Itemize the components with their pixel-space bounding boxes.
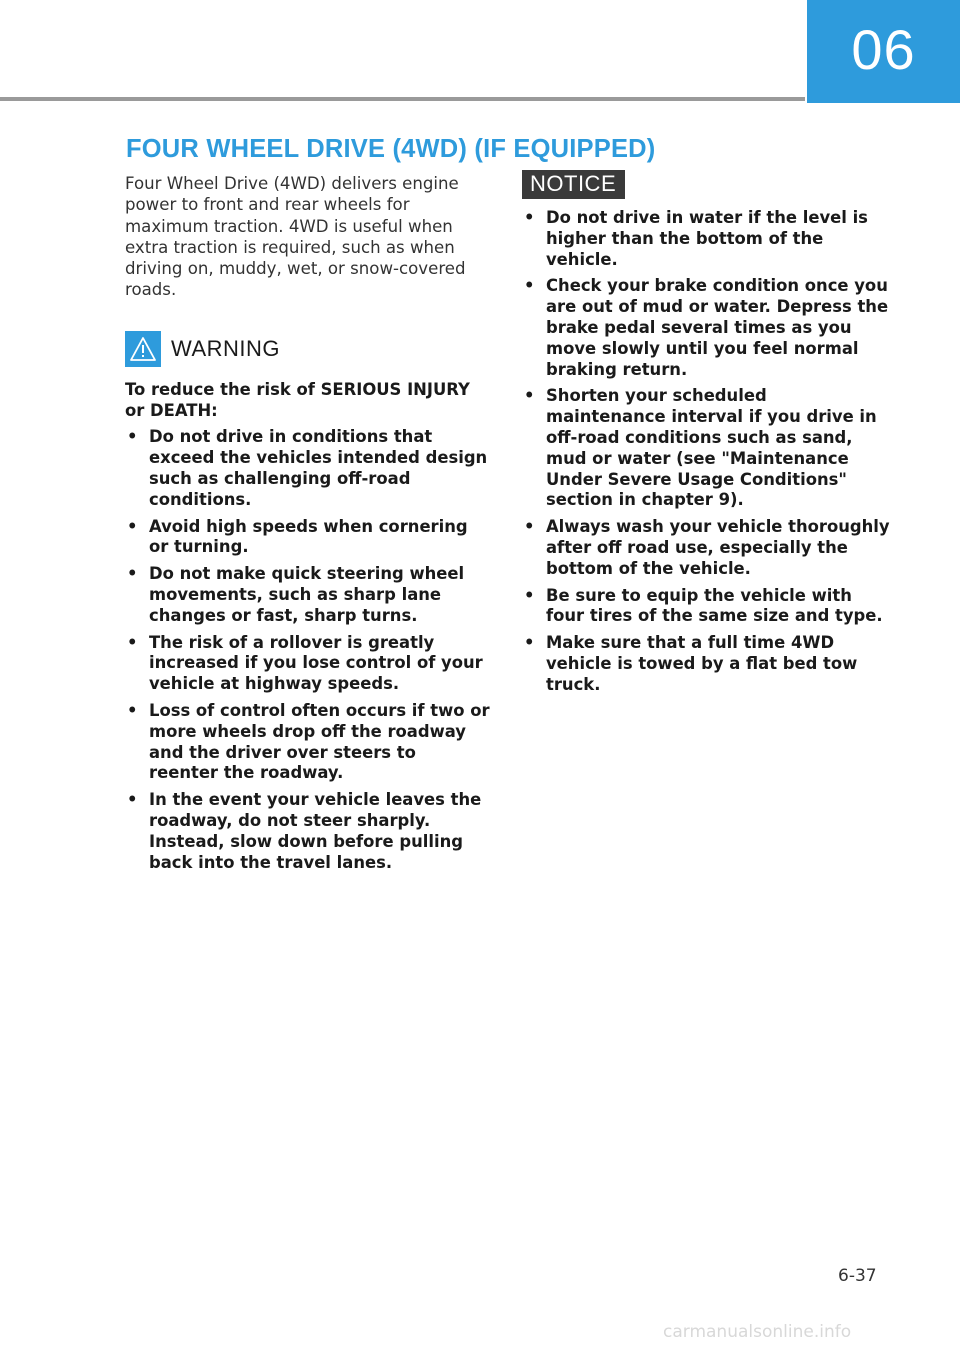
notice-item-text: Do not drive in water if the level is higher than the bottom of the vehicle. bbox=[546, 208, 868, 269]
notice-item bbox=[522, 208, 890, 270]
watermark: carmanualsonline.info bbox=[663, 1322, 852, 1342]
notice-item bbox=[522, 276, 890, 380]
intro-paragraph: Four Wheel Drive (4WD) delivers engine power to front and rear wheels for maximum traction. 4WD is useful when extra traction is required, such as when driving on, muddy, wet, or snow-covered roads. bbox=[125, 174, 466, 300]
right-column bbox=[522, 170, 890, 702]
warning-item-text: Do not make quick steering wheel movements, such as sharp lane changes or fast, sharp turns. bbox=[149, 564, 465, 625]
bullet-glyph: • bbox=[127, 632, 138, 652]
notice-item-text: Be sure to equip the vehicle with four tires of the same size and type. bbox=[546, 585, 883, 626]
notice-item bbox=[522, 517, 890, 579]
section-title: FOUR WHEEL DRIVE (4WD) (IF EQUIPPED) bbox=[126, 135, 656, 163]
bullet-glyph: • bbox=[524, 276, 535, 296]
warning-triangle-icon bbox=[125, 331, 161, 367]
warning-item-text: Do not drive in conditions that exceed the vehicles intended design such as challenging off-road conditions. bbox=[149, 427, 488, 509]
warning-item bbox=[125, 633, 490, 695]
bullet-glyph: • bbox=[524, 633, 535, 653]
notice-item-text: Check your brake condition once you are out of mud or water. Depress the brake pedal several times as you move slowly until you feel normal braking return. bbox=[546, 276, 889, 379]
warning-lead: To reduce the risk of SERIOUS INJURY or DEATH: bbox=[125, 379, 470, 420]
warning-header bbox=[125, 331, 490, 368]
notice-item-text: Always wash your vehicle thoroughly after off road use, especially the bottom of the vehicle. bbox=[546, 517, 890, 578]
warning-item bbox=[125, 427, 490, 510]
bullet-glyph: • bbox=[524, 208, 535, 227]
notice-list bbox=[522, 208, 890, 696]
warning-list bbox=[125, 427, 490, 873]
bullet-glyph: • bbox=[127, 790, 138, 810]
bullet-glyph: • bbox=[524, 386, 535, 406]
warning-label: WARNING bbox=[171, 336, 281, 362]
chapter-tab bbox=[807, 0, 960, 103]
notice-item bbox=[522, 633, 890, 695]
notice-item-text: Shorten your scheduled maintenance interval if you drive in off-road conditions such as sand, mud or water (see "Maintenance Under Severe Usage Conditions" section in chapter 9). bbox=[546, 386, 877, 510]
left-column bbox=[125, 173, 490, 879]
bullet-glyph: • bbox=[127, 564, 138, 584]
warning-item-text: Avoid high speeds when cornering or turning. bbox=[149, 516, 468, 557]
warning-item-text: In the event your vehicle leaves the roadway, do not steer sharply. Instead, slow down before pulling back into the travel lanes. bbox=[149, 790, 482, 872]
warning-item-text: The risk of a rollover is greatly increased if you lose control of your vehicle at highway speeds. bbox=[149, 632, 483, 694]
warning-item bbox=[125, 790, 490, 873]
bullet-glyph: • bbox=[127, 427, 138, 447]
bullet-glyph: • bbox=[127, 700, 138, 720]
notice-item bbox=[522, 386, 890, 511]
notice-badge: NOTICE bbox=[522, 170, 625, 199]
chapter-number: 06 bbox=[851, 18, 916, 81]
warning-item bbox=[125, 701, 490, 784]
warning-item bbox=[125, 564, 490, 626]
notice-item-text: Make sure that a full time 4WD vehicle is towed by a flat bed tow truck. bbox=[546, 633, 858, 694]
notice-item bbox=[522, 586, 890, 628]
warning-item bbox=[125, 517, 490, 559]
page-number: 6-37 bbox=[838, 1266, 877, 1286]
bullet-glyph: • bbox=[524, 517, 535, 537]
chapter-divider-line bbox=[0, 97, 805, 101]
warning-item-text: Loss of control often occurs if two or more wheels drop off the roadway and the driver over steers to reenter the roadway. bbox=[149, 700, 490, 783]
bullet-glyph: • bbox=[127, 516, 138, 536]
bullet-glyph: • bbox=[524, 585, 535, 605]
